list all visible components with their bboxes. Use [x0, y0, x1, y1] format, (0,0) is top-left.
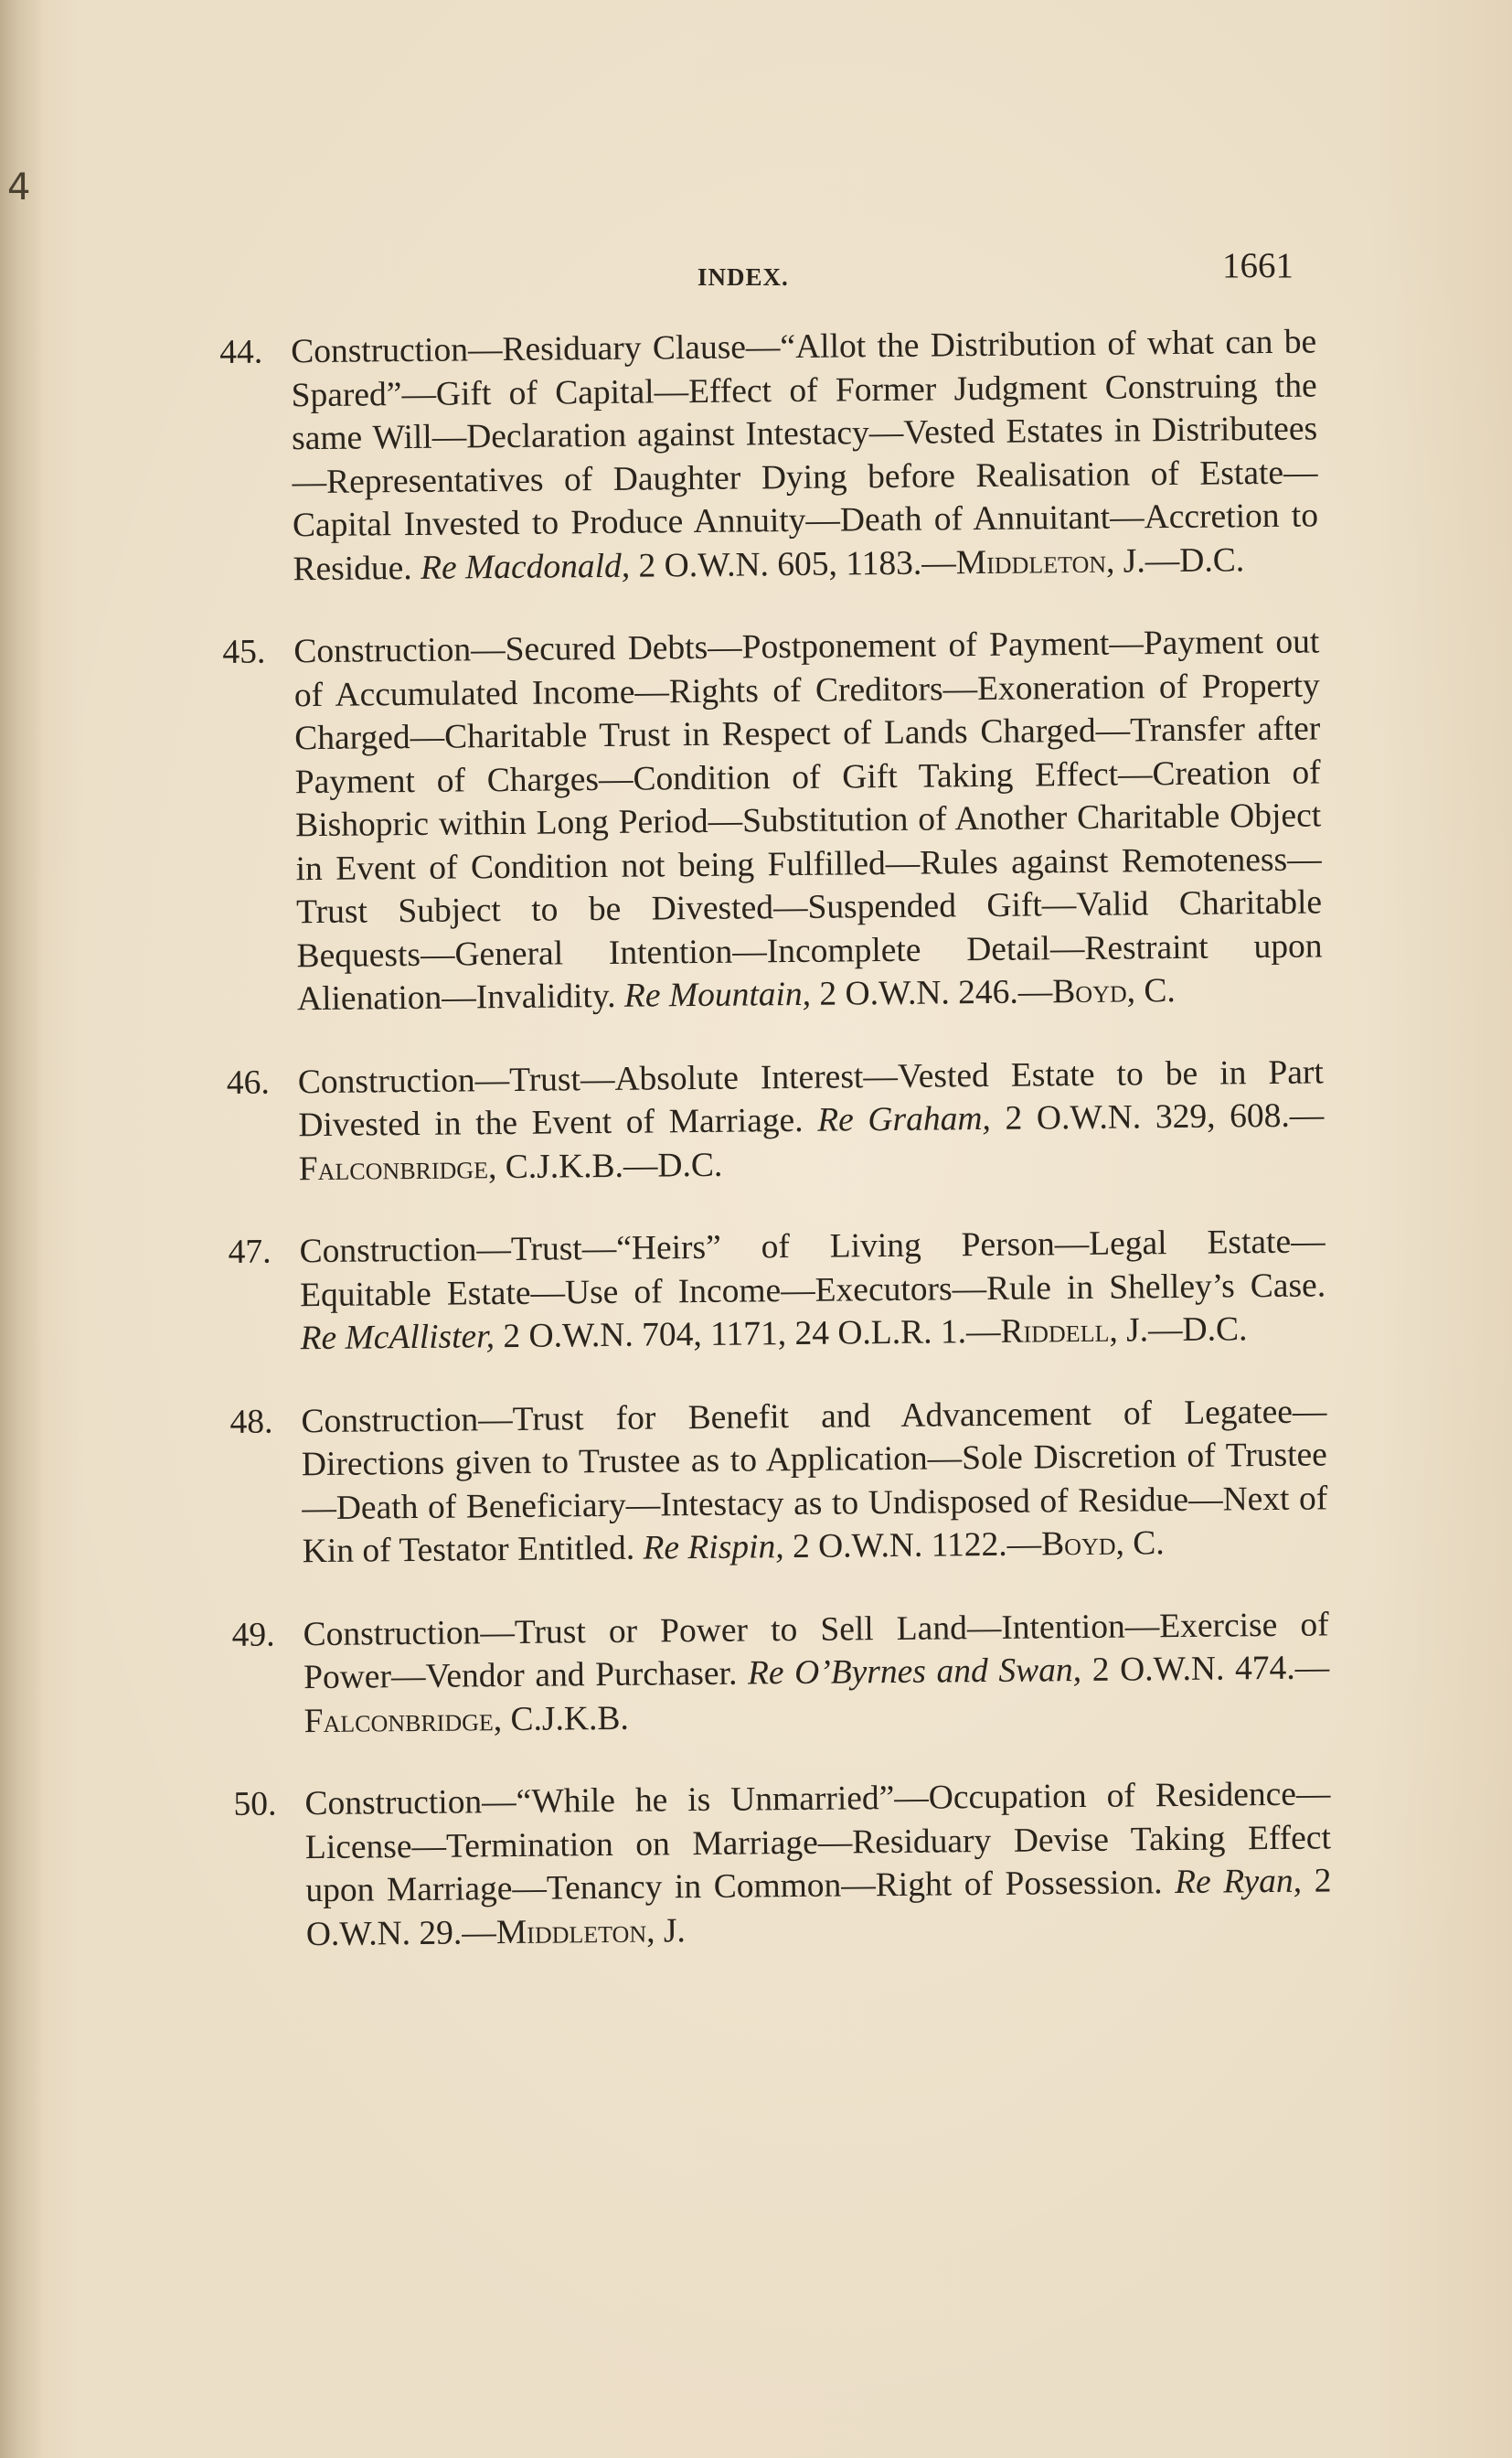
citation: 2 O.W.N. 246.— — [819, 973, 1053, 1013]
citation: 2 O.W.N. 329, 608.— — [1005, 1096, 1325, 1138]
entry-text: Construction—Trust—“Heirs” of Living Person—Legal Estate—Equitable Estate—Use of Income—Executors—Rule in Shelley’s Case. — [299, 1223, 1326, 1314]
judge: Falconbridge, C.J.K.B. — [303, 1699, 629, 1740]
citation: 2 O.W.N. 1122.— — [792, 1525, 1042, 1566]
running-head: INDEX. — [697, 263, 789, 291]
case-name: Re McAllister, — [300, 1318, 495, 1358]
case-name: Re Ryan, — [1174, 1862, 1303, 1902]
index-entry-50 — [233, 1772, 1332, 1957]
citation: 2 O.W.N. 29.— — [305, 1862, 1332, 1953]
judge: Middleton, J.—D.C. — [955, 540, 1245, 582]
judge: Boyd, C. — [1040, 1524, 1165, 1564]
citation: 2 O.W.N. 704, 1171, 24 O.L.R. 1.— — [503, 1312, 1001, 1356]
judge: Boyd, C. — [1052, 971, 1176, 1011]
case-name: Re O’Byrnes and Swan, — [747, 1651, 1082, 1693]
entry-number: 49. — [231, 1615, 275, 1654]
entry-text: Construction—Trust or Power to Sell Land—Intention—Exercise of Power—Vendor and Purchaser. — [303, 1605, 1329, 1697]
index-entries — [219, 320, 1332, 1995]
index-entry-44 — [219, 320, 1319, 592]
page-gutter — [0, 0, 44, 2458]
entry-number: 47. — [228, 1233, 272, 1271]
entry-text: Construction—Residuary Clause—“Allot the Distribution of what can be Spared”—Gift of Capital—Effect of Former Judgment Construing the same Will—Declaration against Intestacy—Vested Estates in Distributees—Representatives of Daughter Dying before Realisation of Estate—Capital Invested to Produce Annuity—Death of Annuitant—Accretion to Residue. — [291, 323, 1319, 588]
index-entry-47 — [228, 1220, 1326, 1361]
case-name: Re Graham, — [817, 1099, 992, 1139]
page-number: 1661 — [1222, 246, 1294, 285]
entry-number: 50. — [233, 1785, 277, 1823]
case-name: Re Rispin, — [643, 1528, 784, 1567]
index-entry-48 — [229, 1390, 1328, 1575]
index-entry-49 — [231, 1603, 1329, 1744]
entry-text: Construction—Trust for Benefit and Advancement of Legatee—Directions given to Trustee as to Application—Sole Discretion of Trustee—Death of Beneficiary—Intestacy as to Undisposed of Residue—Next of Kin of Testator Entitled. — [301, 1392, 1328, 1571]
entry-number: 45. — [222, 633, 266, 671]
margin-mark: 4 — [7, 166, 31, 208]
entry-number: 46. — [226, 1063, 270, 1102]
index-entry-46 — [227, 1051, 1325, 1192]
citation: 2 O.W.N. 605, 1183.— — [638, 543, 956, 585]
entry-number: 44. — [219, 333, 263, 371]
entry-text: Construction—Trust—Absolute Interest—Vested Estate to be in Part Divested in the Event of Marriage. — [297, 1053, 1325, 1145]
case-name: Re Macdonald, — [420, 547, 631, 587]
entry-number: 48. — [229, 1402, 273, 1441]
index-entry-45 — [222, 620, 1323, 1021]
entry-text: Construction—“While he is Unmarried”—Occupation of Residence—License—Termination on Marriage—Residuary Devise Taking Effect upon Marriage—Tenancy in Common—Right of Possession. — [304, 1775, 1332, 1910]
judge: Middleton, J. — [495, 1911, 687, 1951]
citation: 2 O.W.N. 474.— — [1091, 1649, 1330, 1689]
judge: Riddell, J.—D.C. — [1000, 1310, 1248, 1351]
judge: Falconbridge, C.J.K.B.—D.C. — [298, 1146, 723, 1188]
entry-text: Construction—Secured Debts—Postponement of Payment—Payment out of Accumulated Income—Rights of Creditors—Exoneration of Property Charged—Charitable Trust in Respect of Lands Charged—Transfer after Payment of Charges—Condition of Gift Taking Effect—Creation of Bishopric within Long Period—Substitution of Another Charitable Object in Event of Condition not being Fulfilled—Rules against Remoteness—Trust Subject to be Divested—Suspended Gift—Valid Charitable Bequests—General Intention—Incomplete Detail—Restraint upon Alienation—Invalidity. — [293, 623, 1323, 1019]
case-name: Re Mountain, — [623, 975, 812, 1015]
